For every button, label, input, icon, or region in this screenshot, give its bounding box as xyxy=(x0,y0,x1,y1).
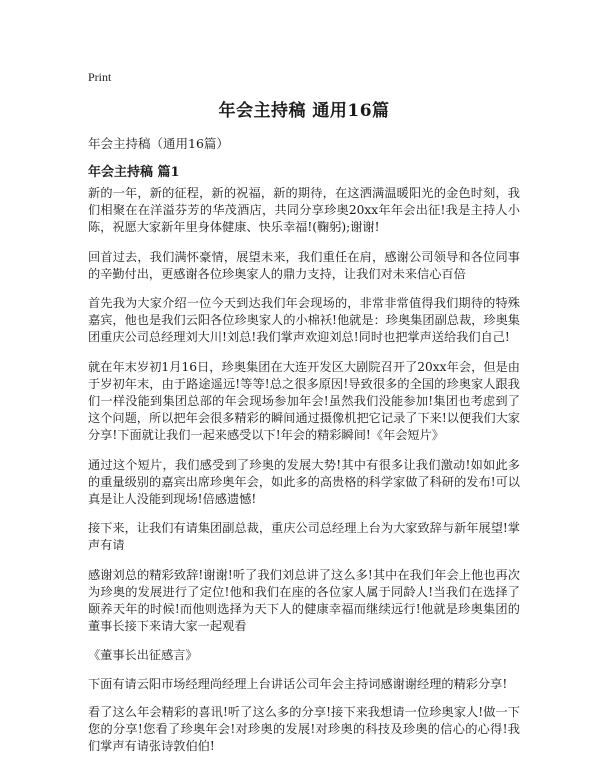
document-body xyxy=(88,185,520,767)
section-heading: 年会主持稿 篇1 xyxy=(88,165,180,180)
paragraph: 新的一年，新的征程，新的祝福，新的期待，在这洒满温暖阳光的金色时刻，我们相聚在在洋溢芬芳的华茂酒店，共同分享珍奥20xx年年会出征!我是主持人小陈，祝愿大家新年里身体健康、快乐幸福!(鞠躬);谢谢! xyxy=(88,186,520,235)
page-title: 年会主持稿 通用16篇 xyxy=(218,101,390,121)
document-subtitle: 年会主持稿（通用16篇） xyxy=(88,136,229,151)
paragraph: 首先我为大家介绍一位今天到达我们年会现场的，非常非常值得我们期待的特殊嘉宾，他也是我们云阳各位珍奥家人的小棉袄!他就是：珍奥集团副总裁，珍奥集团重庆公司总经理刘大川!刘总!我们掌声欢迎刘总!同时也把掌声送给我们自己! xyxy=(88,296,520,345)
paragraph: 下面有请云阳市场经理尚经理上台讲话公司年会主持词感谢谢经理的精彩分享! xyxy=(88,676,508,691)
print-label[interactable]: Print xyxy=(88,70,112,84)
paragraph: 就在年末岁初1月16日，珍奥集团在大连开发区大剧院召开了20xx年会，但是由于岁初年末，由于路途遥远!等等!总之很多原因!导致很多的全国的珍奥家人跟我们一样没能到集团总部的年会现场参加年会!虽然我们没能参加!集团也考虑到了这个问题，所以把年会很多精彩的瞬间通过摄像机把它记录了下来!以便我们大家分享!下面就让我们一起来感受以下!年会的精彩瞬间!《年会短片》 xyxy=(88,359,520,443)
paragraph: 《董事长出征感言》 xyxy=(88,648,198,663)
paragraph: 接下来，让我们有请集团副总裁，重庆公司总经理上台为大家致辞与新年展望!掌声有请 xyxy=(88,521,520,553)
paragraph: 感谢刘总的精彩致辞!谢谢!听了我们刘总讲了这么多!其中在我们年会上他也再次为珍奥的发展进行了定位!他和我们在座的各位家人属于同龄人!当我们在选择了颐养天年的时候!而他则选择为天下人的健康幸福而继续远行!他就是珍奥集团的董事长接下来请大家一起观看 xyxy=(88,567,520,634)
paragraph: 看了这么年会精彩的喜讯!听了这么多的分享!接下来我想请一位珍奥家人!做一下您的分享!您看了珍奥年会!对珍奥的发展!对珍奥的科技及珍奥的信心的心得!我们掌声有请张诗敦伯伯! xyxy=(88,704,520,754)
paragraph: 回首过去，我们满怀豪情，展望未来，我们重任在肩，感谢公司领导和各位同事的辛勤付出，更感谢各位珍奥家人的鼎力支持，让我们对未来信心百倍 xyxy=(88,249,520,281)
paragraph: 通过这个短片，我们感受到了珍奥的发展大势!其中有很多让我们激动!如如此多的重量级别的嘉宾出席珍奥年会，如此多的高贵格的科学家做了科研的发布!可以真是让人没能到现场!倍感遗憾! xyxy=(88,457,520,507)
